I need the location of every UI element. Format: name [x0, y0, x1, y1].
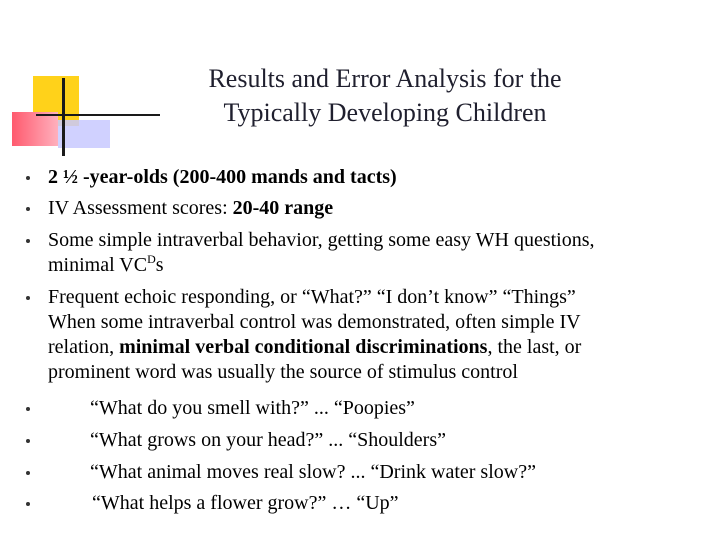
bullet-text: “What helps a flower grow?” … “Up” [92, 492, 399, 514]
horizontal-line-decoration [36, 114, 160, 116]
bullet-dot-icon [26, 176, 30, 180]
slide-title-line-1: Results and Error Analysis for the [208, 64, 562, 93]
bullet-text-line: Frequent echoic responding, or “What?” “I don’t know” “Things” [48, 286, 576, 308]
bullet-dot-icon [26, 296, 30, 300]
bullet-dot-icon [26, 239, 30, 243]
bullet-dot-icon [26, 439, 30, 443]
decorative-template-graphic [0, 0, 160, 170]
red-square-decoration [12, 112, 58, 146]
bullet-text: “What grows on your head?” ... “Shoulders” [90, 429, 446, 451]
vertical-line-decoration [62, 78, 65, 156]
bullet-text-bold: 20-40 range [232, 197, 334, 219]
bullet-text: “What do you smell with?” ... “Poopies” [90, 397, 415, 419]
bullet-text-line: prominent word was usually the source of stimulus control [48, 361, 518, 383]
bullet-dot-icon [26, 502, 30, 506]
blue-square-decoration [58, 120, 110, 148]
bullet-text [48, 196, 712, 221]
bullet-text-part: s [155, 254, 164, 276]
bullet-text-part: , the last, or [487, 336, 582, 358]
bullet-text-line: Some simple intraverbal behavior, getting some easy WH questions, [48, 229, 595, 251]
bullet-text-line [48, 335, 712, 360]
bullet-text-part: IV Assessment scores: [48, 197, 233, 219]
bullet-text-part: minimal VC [48, 254, 148, 276]
slide-title [150, 62, 620, 130]
slide-title-line-2: Typically Developing Children [223, 98, 547, 127]
bullet-text-line: When some intraverbal control was demonstrated, often simple IV [48, 311, 581, 333]
bullet-text-line [48, 253, 712, 278]
bullet-dot-icon [26, 407, 30, 411]
bullet-dot-icon [26, 471, 30, 475]
bullet-dot-icon [26, 207, 30, 211]
bullet-text-part: relation, [48, 336, 120, 358]
bullet-text: 2 ½ -year-olds (200-400 mands and tacts) [48, 166, 397, 188]
bullet-text-bold: minimal verbal conditional discriminations [119, 336, 488, 358]
superscript-text: D [147, 252, 156, 266]
bullet-text: “What animal moves real slow? ... “Drink water slow?” [90, 461, 536, 483]
